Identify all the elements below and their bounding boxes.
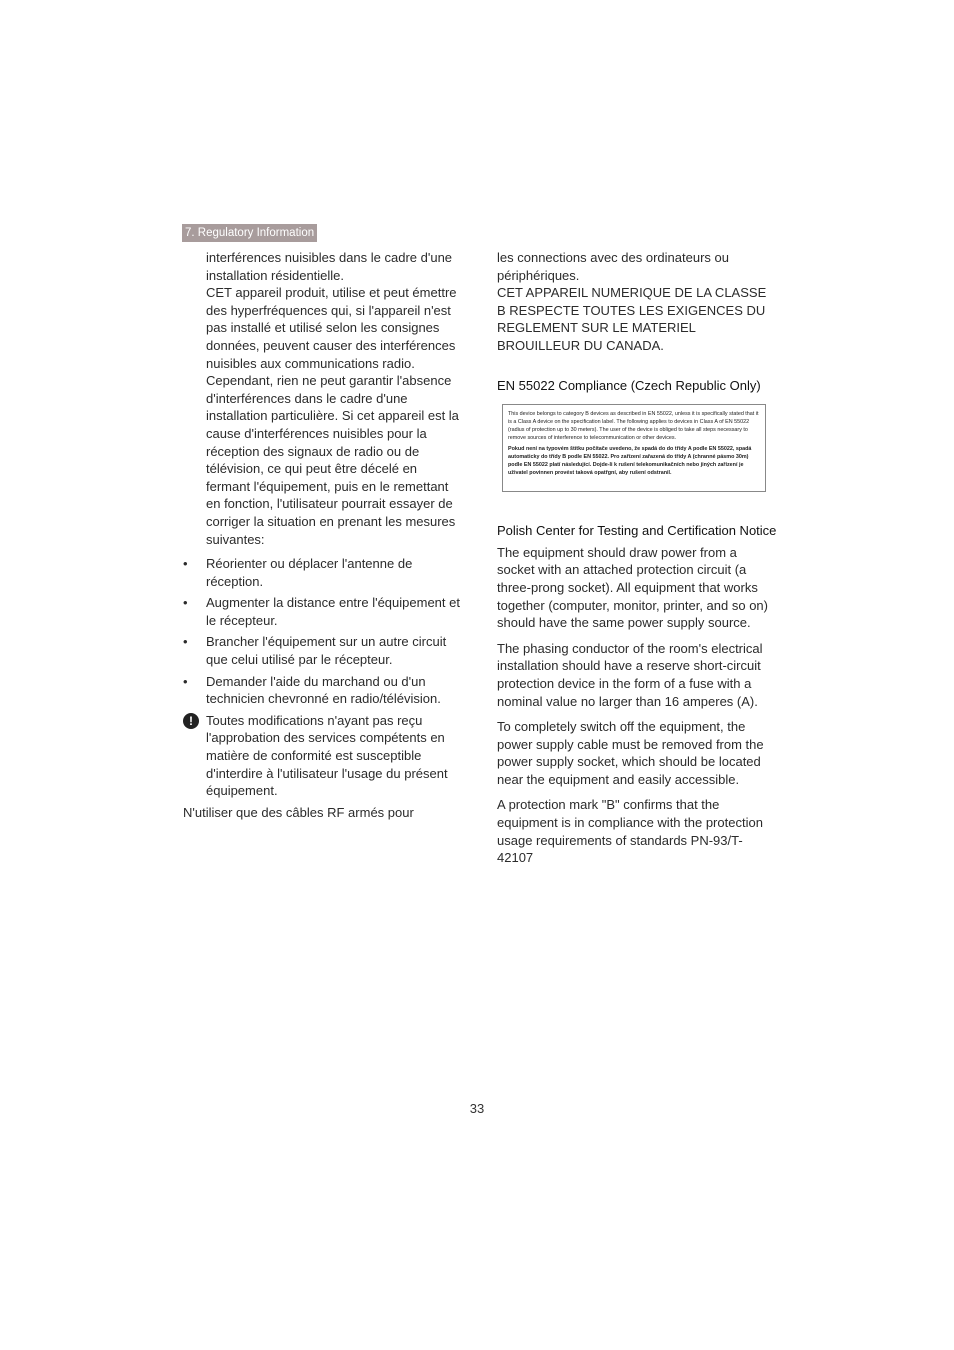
left-column [183,249,461,821]
page-number: 33 [469,1101,485,1116]
paragraph: interférences nuisibles dans le cadre d'une installation résidentielle. [206,250,453,283]
list-item: • Demander l'aide du marchand ou d'un technicien chevronné en radio/télévision. [183,673,441,707]
paragraph: The phasing conductor of the room's electrical installation should have a reserve short-circuit protection device in the form of a fuse with a nominal value no larger than 16 amperes (A). [497,640,763,709]
paragraph: CET appareil produit, utilise et peut émettre des hyperfréquences qui, si l'appareil n'est pas installé et utilisé selon les consignes données, peuvent causer des interférences nuisibles aux communications radio. [206,285,457,371]
paragraph: N'utiliser que des câbles RF armés pour [183,804,414,820]
section-label: 7. Regulatory Information [182,224,317,242]
paragraph: The equipment should draw power from a socket with an attached protection circuit (a three-prong socket). All equipment that works together (computer, monitor, printer, and so on) should have the same power supply source. [497,544,768,631]
paragraph: To completely switch off the equipment, the power supply cable must be removed from the power supply socket, which should be located near the equipment and easily accessible. [497,719,764,787]
section-heading: Polish Center for Testing and Certification Notice [497,523,777,539]
paragraph: les connections avec des ordinateurs ou périphériques. [497,250,729,283]
paragraph: A protection mark "B" confirms that the equipment is in compliance with the protection usage requirements of standards PN-93/T-42107 [497,797,763,866]
bullet-icon: • [183,595,188,611]
notice-english: This device belongs to category B devices as described in EN 55022, unless it is specifically stated that it is a Class A device on the specification label. The following applies to devices in Class A of EN 55022 (radius of protection up to 30 meters). The user of the device is obliged to take all steps necessary to remove sources of interference to telecommunication or other devices. [508,411,759,442]
warning-note: ! Toutes modifications n'ayant pas reçu l'approbation des services compétents en matière de conformité est susceptible d'interdire à l'utilisateur l'usage du présent équipement. [183,712,461,800]
section-heading: EN 55022 Compliance (Czech Republic Only) [497,377,761,393]
paragraph: Cependant, rien ne peut garantir l'absence d'interférences dans le cadre d'une installation particulière. Si cet appareil est la cause d'interférences nuisibles pour la réception des signaux de radio ou de télévision, ce qui peut être décelé en fermant l'équipement, puis en le remettant en fonction, l'utilisateur pourrait essayer de corriger la situation en prenant les mesures suivantes: [206,373,459,547]
paragraph: CET APPAREIL NUMERIQUE DE LA CLASSE B RESPECTE TOUTES LES EXIGENCES DU REGLEMENT SUR LE MATERIEL BROUILLEUR DU CANADA. [497,285,767,353]
list-item: • Brancher l'équipement sur un autre circuit que celui utilisé par le récepteur. [183,634,447,668]
list-item: • Réorienter ou déplacer l'antenne de réception. [183,556,413,589]
bullet-icon: • [183,556,188,572]
right-column [497,249,777,867]
en55022-notice-box [502,404,766,492]
list-item: • Augmenter la distance entre l'équipement et le récepteur. [183,595,460,628]
bullet-icon: • [183,634,188,650]
warning-icon: ! [183,713,199,729]
notice-czech: Pokud není na typovém štítku počítače uvedeno, že spadá do do třídy A podle EN 55022, spadá automaticky do třídy B podle EN 55022. Pro zařízení zařazená do třídy A (chranné pásmo 30m) podle EN 55022 platí následující. Dojde-li k rušení telekomunikačních nebo jiných zařízení je uživatel povinnen provést taková opatřgní, aby rušení odstranil. [508,446,752,477]
bullet-icon: • [183,673,188,689]
